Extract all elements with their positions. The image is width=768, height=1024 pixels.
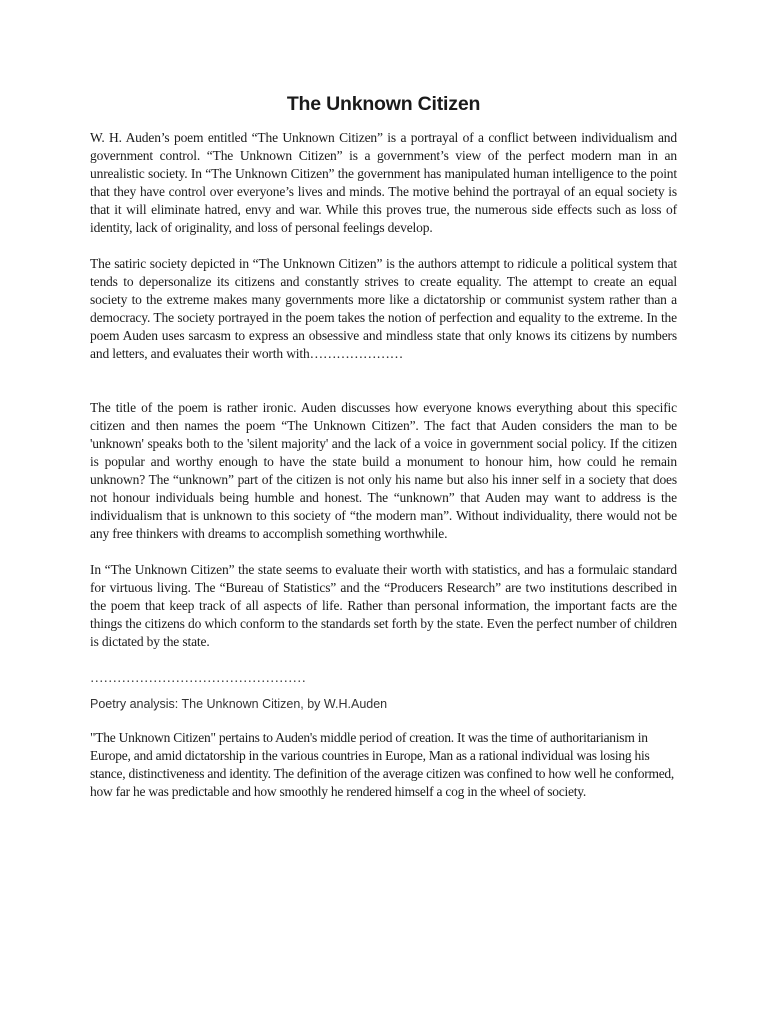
- paragraph-statistics: In “The Unknown Citizen” the state seems to evaluate their worth with statistics, and has a formulaic standard for virtuous living. The “Bureau of Statistics” and the “Producers Research” are two institutions described in the poem that keep track of all aspects of life. Rather than personal information, the important facts are the things the citizens do which conform to the standards set forth by the state. Even the perfect number of children is dictated by the state.: [90, 562, 677, 649]
- paragraph-satiric-society: The satiric society depicted in “The Unknown Citizen” is the authors attempt to ridicule a political system that tends to depersonalize its citizens and constantly strives to create equality. The attempt to create an equal society to the extreme makes many governments more like a dictatorship or communist system rather than a democracy. The society portrayed in the poem takes the notion of perfection and equality to the extreme. In the poem Auden uses sarcasm to express an obsessive and mindless state that only knows its citizens by numbers and letters, and evaluates their worth with…………………: [90, 256, 677, 361]
- document-page: [90, 92, 677, 801]
- analysis-subheading: Poetry analysis: The Unknown Citizen, by W.H.Auden: [90, 697, 388, 711]
- dotted-separator: …………………………………………: [90, 670, 306, 685]
- document-title: The Unknown Citizen: [286, 93, 481, 115]
- paragraph-intro: W. H. Auden’s poem entitled “The Unknown Citizen” is a portrayal of a conflict between individualism and government control. “The Unknown Citizen” is a government’s view of the perfect modern man in an unrealistic society. In “The Unknown Citizen” the government has manipulated human intelligence to the point that they have control over everyone’s lives and minds. The motive behind the portrayal of an equal society is that it will eliminate hatred, envy and war. While this proves true, the numerous side effects such as loss of identity, lack of originality, and loss of personal feelings develop.: [90, 130, 677, 235]
- paragraph-middle-period: "The Unknown Citizen" pertains to Auden's middle period of creation. It was the time of authoritarianism in Europe, and amid dictatorship in the various countries in Europe, Man as a rational individual was losing his stance, distinctiveness and identity. The definition of the average citizen was confined to how well he conformed, how far he was predictable and how smoothly he rendered himself a cog in the wheel of society.: [90, 730, 675, 799]
- paragraph-title-irony: The title of the poem is rather ironic. Auden discusses how everyone knows everything about this specific citizen and then names the poem “The Unknown Citizen”. The fact that Auden considers the man to be 'unknown' speaks both to the 'silent majority' and the lack of a voice in government social policy. If the citizen is popular and worthy enough to have the state build a monument to honour him, how could he remain unknown? The “unknown” part of the citizen is not only his name but also his inner self in a society that does not honour individuals being humble and honest. The “unknown” that Auden may want to address is the individualism that is unknown to this society of “the modern man”. Without individuality, there would not be any free thinkers with dreams to accomplish something worthwhile.: [90, 400, 677, 541]
